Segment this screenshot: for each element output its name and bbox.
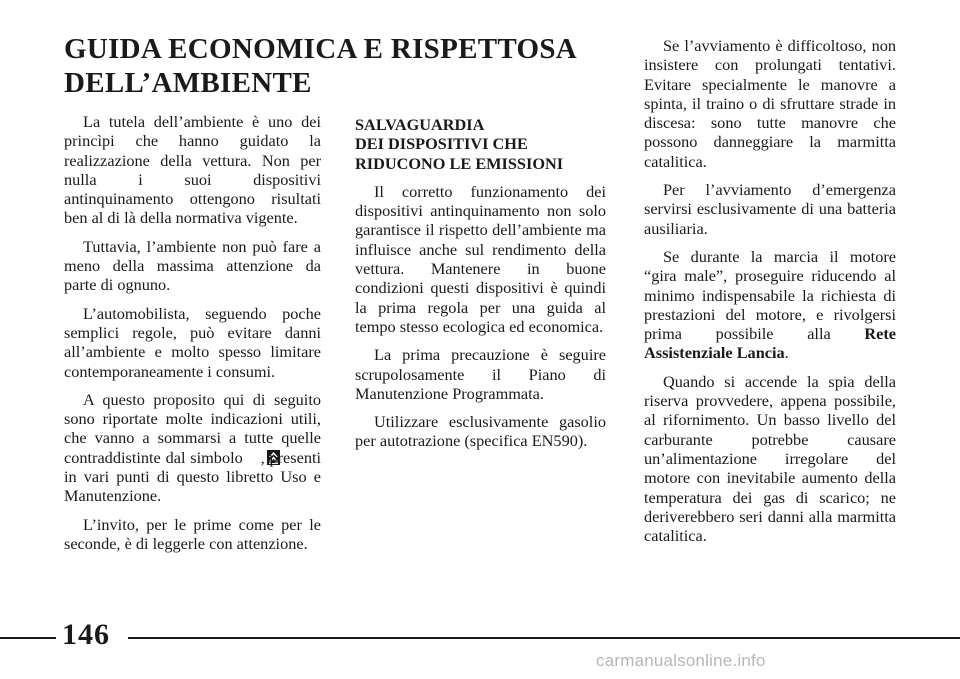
paragraph-with-emphasis bbox=[644, 247, 896, 363]
paragraph: Per l’avviamento d’emergenza servirsi esclusivamente di una batteria ausiliaria. bbox=[644, 180, 896, 238]
paragraph: L’invito, per le prime come per le seconde, è di leggerle con attenzione. bbox=[64, 514, 321, 553]
paragraph: Se l’avviamento è difficoltoso, non insistere con prolungati tentativi. Evitare specialmente le manovre a spinta, il traino o di sfruttare strade in discesa: sono tutte manovre che possono danneggiare la marmitta catalitica. bbox=[644, 36, 896, 171]
footer-rule-right bbox=[128, 637, 960, 639]
footer-rule-left bbox=[0, 637, 56, 639]
column-right bbox=[644, 36, 896, 554]
paragraph: Utilizzare esclusivamente gasolio per autotrazione (specifica EN590). bbox=[355, 412, 606, 451]
paragraph: La tutela dell’ambiente è uno dei princìpi che hanno guidato la realizzazione della vettura. Non per nulla i suoi dispositivi antinquinamento ottengono risultati ben al di là della normativa vigente. bbox=[64, 112, 321, 228]
page-title-line2: DELL’AMBIENTE bbox=[64, 67, 312, 99]
section-heading-line2: DEI DISPOSITIVI CHE bbox=[355, 134, 528, 154]
dealer-network-emphasis: Rete Assistenziale Lancia bbox=[644, 324, 896, 363]
paragraph-text: A questo proposito qui di seguito sono riportate molte indicazioni utili, che vanno a sommarsi a tutte quelle contraddistinte dal simbolo bbox=[64, 389, 321, 467]
page-title-line1: GUIDA ECONOMICA E RISPETTOSA bbox=[64, 33, 578, 65]
watermark: carmanualsonline.info bbox=[596, 651, 766, 670]
paragraph-with-symbol bbox=[64, 390, 321, 506]
paragraph-text: . bbox=[784, 343, 789, 363]
paragraph-text: , presenti in vari punti di questo libretto Uso e Manutenzione. bbox=[64, 447, 322, 506]
paragraph: La prima precauzione è seguire scrupolosamente il Piano di Manutenzione Programmata. bbox=[355, 345, 606, 403]
eco-symbol-icon bbox=[248, 450, 261, 465]
paragraph: L’automobilista, seguendo poche semplici regole, può evitare danni all’ambiente e molto spesso limitare contemporaneamente i consumi. bbox=[64, 303, 321, 381]
column-left bbox=[64, 112, 321, 562]
column-middle bbox=[355, 115, 606, 460]
paragraph: Quando si accende la spia della riserva provvedere, appena possibile, al rifornimento. Un basso livello del carburante potrebbe causare un’alimentazione irregolare del motore con inevitabile aumento della temperatura dei gas di scarico; ne deriverebbero seri danni alla marmitta catalitica. bbox=[644, 371, 896, 546]
section-heading bbox=[355, 115, 606, 173]
page-title bbox=[64, 32, 577, 100]
paragraph: Tuttavia, l’ambiente non può fare a meno della massima attenzione da parte di ognuno. bbox=[64, 236, 321, 295]
section-heading-line3: RIDUCONO LE EMISSIONI bbox=[355, 153, 564, 173]
paragraph-text: Se durante la marcia il motore “gira male”, proseguire riducendo al minimo indispensabile la richiesta di prestazioni del motore, e rivolgersi prima possibile alla bbox=[644, 246, 896, 344]
page-number: 146 bbox=[62, 618, 110, 651]
section-heading-line1: SALVAGUARDIA bbox=[355, 115, 485, 134]
paragraph: Il corretto funzionamento dei dispositivi antinquinamento non solo garantisce il rispetto dell’ambiente ma influisce anche sul rendimento della vettura. Mantenere in buone condizioni questi dispositivi è quindi la prima regola per una guida al tempo stesso ecologica ed economica. bbox=[355, 181, 606, 336]
